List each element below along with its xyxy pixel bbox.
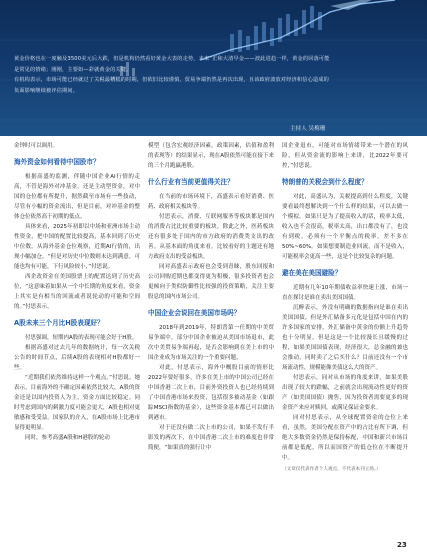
paragraph: 近期有几年10年期债收益率快速上涨，市场一直在探讨是谁在卖出美国国债。	[282, 285, 408, 301]
paragraph: 金钟时可以调用。	[14, 143, 59, 149]
paragraph: 2018年到2019年，特朗普第一任期的中美贸易争端中，部分中国企业被迫从美国市场退市，此次中美贸易争端再起，是否会影响到在美上市的中国企业成为市场关注的一个重要问题。	[148, 325, 274, 361]
banner-intro-paragraph-1: 黄金价格也在一度触及3500美元后大跌，但是机构仍然看好黄金大表的走势，未来“正和大清早金——波此进趋一样，黄金的回落可能是常见的情绪；刚刚，主要如—彩就黄金的关键。	[14, 56, 330, 73]
column-3	[282, 141, 408, 539]
column-1	[14, 141, 140, 539]
paragraph: 西企改资金在美国股票上的配置达到了历史高位，“这意味着如果从一个中长期的角度来看，资金上其实是有相当的回流或者说轮动的可能和空间的。”付思表示。	[14, 274, 140, 310]
paragraph: 根据高盛对过去几年的数据统计，每一次关税公告的时间节点，后续A股的表现相对H股都好一些。	[14, 345, 140, 371]
paragraph: 对此，高盛认为，关税提高到什么程度，关键要看最终想解决到一个什么样的结果，可以去做一个模拟。如果只是为了提高收入的话，税率太低，收入也不会很高，税率太高，出口都没有了，也没有到税。必须有一个平衡点的税率，差不多在50%~60%。如果想要制造业回流，而不是收入，可能税率会更高一些，这是个比较复杂的问题。	[282, 194, 408, 260]
header-banner	[0, 0, 427, 136]
paragraph: 同时，参考高盛A股和H港股的轮动	[25, 435, 110, 441]
paragraph: 同对付思表示，从全球配置资金的仓位上来看，虽然，美国分配在资产中的占比有所下调，但绝大多数资金仍然是保持标配，中国和新兴市场目前都是低配，所以而国资产的低仓位在不断提升中。	[282, 415, 408, 461]
paragraph: “近期我们依然维持这样一个观点，”付思说。她表示，目前海外的不确定因素依然比较大，A股的资金还是以国内投资人为主，资金方面比较稳定。同时考虑到国内的刺激力度可能会更大，A股也相对更敏感和受受益。国家队的介入，在A股市场上比港市显得更明显。	[14, 375, 140, 431]
paragraph: 对于还没有做二次上市的公司，如果不发行半影发的两次下，在中国香港二次上市的难度也非常简便，“如果真的强行让中	[148, 425, 274, 451]
disclaimer-note: （文章仅代表作者个人观点，不代表本刊立场。）	[282, 467, 381, 472]
paragraph: 具体来看，2025年初即以中场和亚洲市场主动性资金，把中国的配置比较提高，基本回到了历史中位数。从海外基金仓位观察，近期AI行情的，出现小幅加仓，“但是对历史中位数则未达到满意。可能也均有可能，下行风险较小，”付思说。	[14, 224, 140, 270]
banner-intro-paragraph-2: 有机构表示，市场可能已经就过了关税最糟糕的时期，但依旧比较谨慎，贸易争端仍然是再次出现，且该政府波放对经济和信心造成的负面影响继续被评估期间。	[14, 77, 329, 94]
section-heading: 特朗普的关税会到什么程度？	[282, 178, 368, 186]
paragraph: 国企业退市，可能对市场情绪带来一个潜在的风险，但从资金流的影响上来讲，比2022年要可控，”付思说。	[282, 143, 408, 169]
paragraph: 根据高盛的监测，伴随中国企业AI行情的走高，不管是海外对冲基金，还是主动型资金，对中国的仓位都有所提升，据然截至市场有一些技动，尽管有小幅的资金流出，但是目前，对冲基金的整体仓位依然高于初期的低点。	[14, 174, 140, 220]
paragraph: 对此，付思表示，海外中概股目前的情形比2022年要好很多，许多在美上市的中国公司已经在中国香港二次上市，目前外资投资人也已经持续到了中国香港市场来投资，包括很多被动基金（如跟踪MSCI指数的基金），这些资金基本都已可以做出到港市。	[148, 365, 274, 421]
section-heading: 什么行业有当前更值得关注？	[148, 178, 234, 186]
column-2	[148, 141, 274, 539]
section-heading: 避在美在美国避险？	[282, 269, 342, 277]
banner-intro-text	[14, 54, 332, 96]
paragraph: 模型（包含宏观经济因素，政策因素，估值和盈利的表现等）的结果显示，现在A股依然可能在接下来的三个月跑赢港股。	[148, 143, 274, 169]
paragraph: 付思强调，短期内A股的表现可能会好于H股。	[25, 335, 138, 341]
section-heading: A股未来三个月比H股表现好？	[14, 319, 104, 327]
section-heading: 海外资金如何看待中国股市？	[14, 158, 100, 166]
paragraph: 同对高盛表示政府也会受到青睐，股东回报和公司回购近期也都变得更为积极，很多投资者也会更倾向于类似防御性比较强的投资策略，关注主要股息的国内市场公司。	[148, 264, 274, 300]
host-credit: 主持人 吴梅珊	[290, 126, 326, 132]
page-number: 23	[397, 541, 407, 549]
paragraph: 在当前的市场环境下，高盛表示看好消费、医药、政府相关板块等。	[148, 194, 274, 210]
paragraph: 付思表示，消费、互联网服务等板块都是国内的消费占比比较重要的板块。除此之外，医药板块还有很多处于国内的市方政府的消费类支出的改善。从基本面的角度来看，比较看好的主题还有地方政府支出的受益板块。	[148, 214, 274, 260]
paragraph: 付思表示，同对从市场的角度来讲，如果美股出现了较大的跌幅，之前就会出现流动性更好的资产（如美国国债）抛售，因为投资者需要更多的现金资产来应对赎回，或满足保证金要求。	[282, 375, 408, 411]
section-heading: 中国企业会说回在美国市场吗？	[148, 309, 241, 317]
paragraph: 沉醉表示，外没有明确的数据指向是谁在卖出美国国债，但是外汇储备多元化是包括中国在内的许多国家的安排，外汇储备中黄金的份额上升趋势也十分明显。但是这是一个比较漫长且缓慢的过程，如果美国国债表现，经济很大，总金融的兼也会推动，同时卖了之后买什么？目前还没有一个市场流动性，规模能像美债这么大的资产。	[282, 305, 408, 371]
